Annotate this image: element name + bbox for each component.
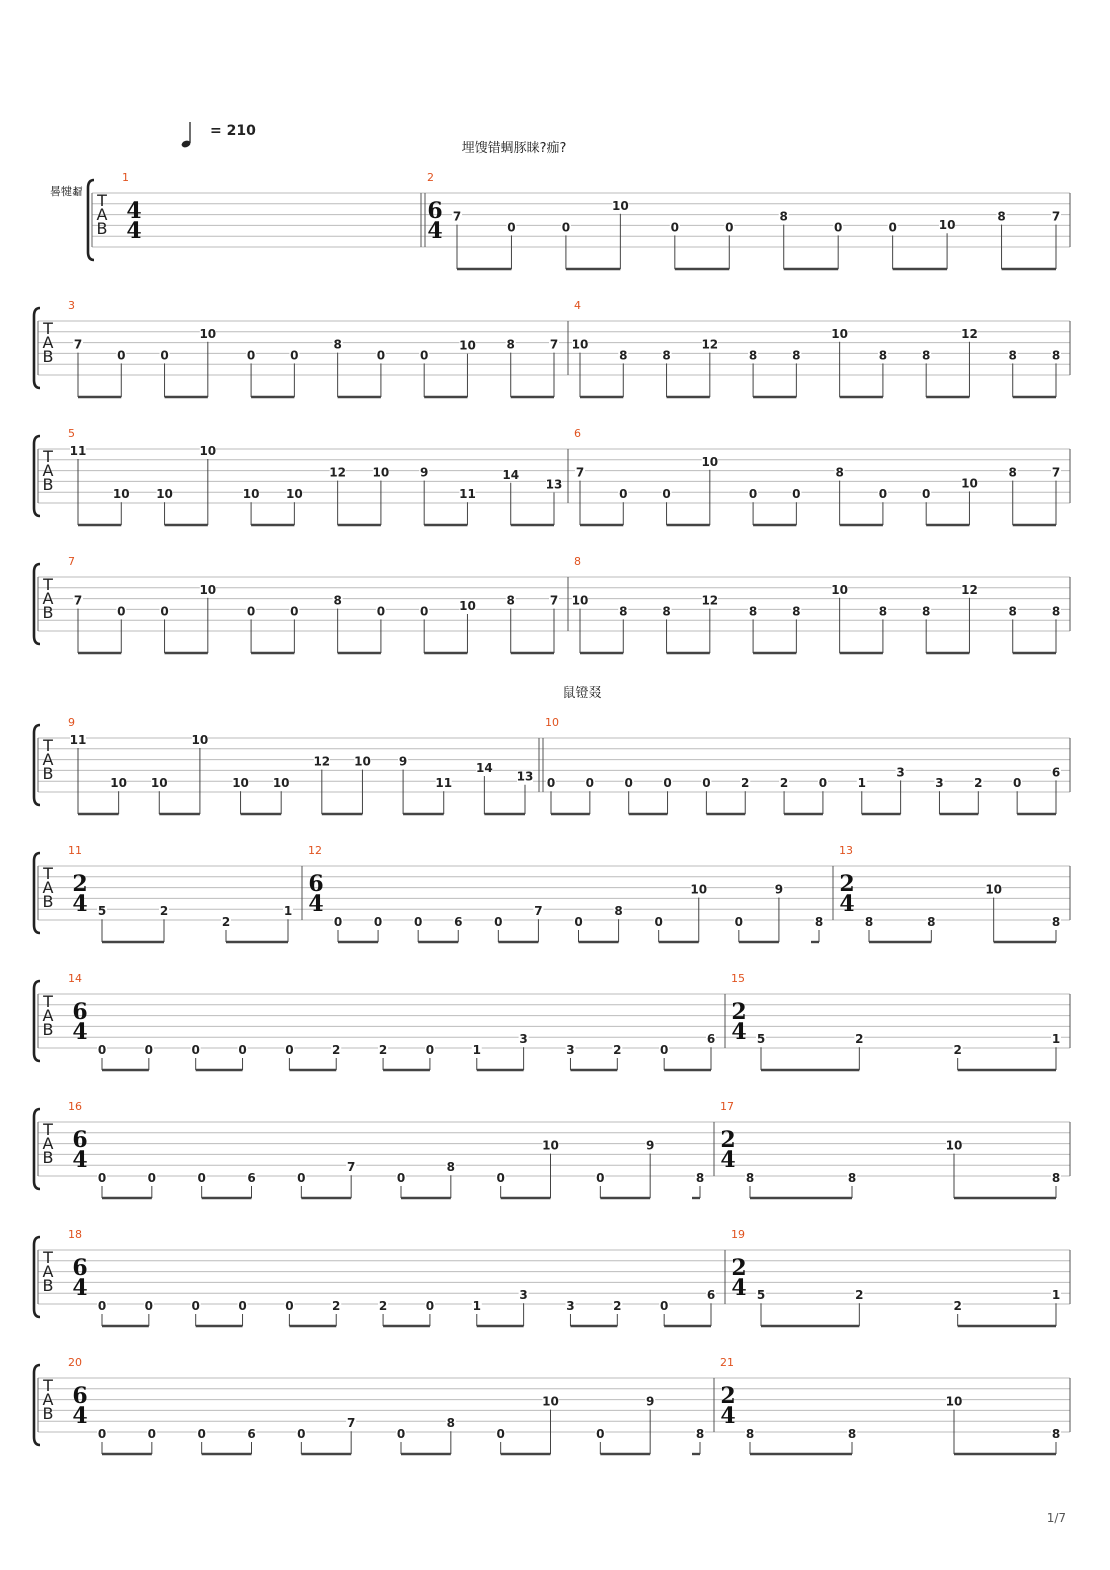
fret-number: 8 (748, 348, 758, 363)
tab-clef-letter: T (43, 1248, 53, 1267)
fret-number: 12 (961, 326, 978, 341)
fret-number: 0 (654, 915, 663, 929)
measure-number: 13 (839, 844, 853, 857)
fret-number: 6 (706, 1288, 716, 1303)
fret-number: 0 (748, 487, 758, 502)
fret-number: 8 (695, 1427, 705, 1441)
fret-number: 0 (1012, 776, 1022, 791)
fret-number: 3 (566, 1043, 575, 1057)
tab-clef-letter: A (96, 205, 108, 224)
fret-number: 0 (290, 348, 299, 363)
fret-number: 0 (596, 1171, 605, 1185)
instrument-name: 晷犍𘓀 (50, 185, 83, 198)
tab-clef-letter: T (43, 447, 53, 466)
fret-number: 8 (1051, 1427, 1061, 1441)
fret-number: 0 (147, 1427, 157, 1441)
time-signature-bottom: 4 (731, 1019, 747, 1045)
fret-number: 0 (191, 1299, 200, 1313)
fret-number: 8 (662, 604, 671, 619)
system-bracket (88, 180, 94, 260)
fret-number: 8 (619, 348, 628, 363)
fret-number: 7 (549, 593, 559, 608)
fret-number: 14 (502, 467, 520, 482)
fret-number: 8 (745, 1171, 755, 1185)
fret-number: 8 (506, 593, 515, 608)
fret-number: 0 (659, 1043, 669, 1057)
fret-number: 0 (396, 1171, 406, 1185)
fret-number: 0 (238, 1299, 247, 1313)
fret-number: 10 (199, 326, 217, 341)
fret-number: 0 (97, 1043, 107, 1057)
time-signature-top: 2 (731, 999, 747, 1025)
fret-number: 10 (156, 487, 173, 502)
fret-number: 7 (73, 593, 83, 608)
fret-number: 10 (542, 1138, 559, 1153)
time-signature-bottom: 4 (72, 1019, 88, 1045)
system-bracket (34, 1365, 40, 1445)
fret-number: 8 (333, 593, 342, 608)
measure-number: 4 (574, 299, 581, 312)
fret-number: 9 (645, 1138, 655, 1153)
fret-number: 10 (286, 487, 303, 502)
tab-clef-letter: B (42, 1404, 54, 1423)
tab-clef-letter: T (43, 992, 53, 1011)
fret-number: 10 (110, 776, 127, 791)
fret-number: 2 (159, 904, 169, 919)
fret-number: 0 (561, 220, 571, 235)
measure-number: 9 (68, 716, 75, 729)
time-signature-bottom: 4 (72, 1147, 88, 1173)
tab-clef-letter: B (42, 1276, 54, 1295)
fret-number: 3 (935, 776, 944, 791)
fret-number: 13 (545, 477, 563, 492)
fret-number: 10 (542, 1394, 559, 1409)
fret-number: 0 (238, 1043, 247, 1057)
fret-number: 6 (247, 1171, 256, 1185)
fret-number: 2 (855, 1288, 864, 1303)
fret-number: 0 (725, 220, 734, 235)
time-signature-top: 2 (731, 1255, 747, 1281)
fret-number: 2 (613, 1043, 622, 1057)
fret-number: 8 (847, 1171, 857, 1185)
time-signature-top: 6 (427, 198, 443, 224)
measure-number: 2 (427, 171, 434, 184)
fret-number: 10 (701, 454, 719, 469)
measure-number: 16 (68, 1100, 82, 1113)
tab-clef-letter: A (42, 878, 54, 897)
fret-number: 0 (496, 1427, 505, 1441)
fret-number: 2 (953, 1299, 962, 1313)
fret-number: 10 (242, 487, 260, 502)
fret-number: 8 (814, 915, 824, 929)
fret-number: 0 (662, 487, 671, 502)
fret-number: 0 (290, 604, 299, 619)
fret-number: 8 (333, 337, 342, 352)
fret-number: 10 (985, 882, 1003, 897)
fret-number: 9 (420, 465, 429, 480)
fret-number: 0 (546, 776, 556, 791)
measure-number: 14 (68, 972, 82, 985)
fret-number: 6 (1051, 765, 1061, 780)
fret-number: 1 (1051, 1288, 1061, 1303)
fret-number: 10 (945, 1394, 963, 1409)
fret-number: 11 (69, 444, 87, 458)
fret-number: 10 (938, 218, 956, 233)
fret-number: 8 (779, 209, 788, 224)
tab-clef-letter: A (42, 1262, 54, 1281)
fret-number: 8 (1008, 604, 1017, 619)
measure-number: 6 (574, 427, 581, 440)
fret-number: 8 (695, 1171, 705, 1185)
fret-number: 0 (97, 1171, 107, 1185)
fret-number: 12 (313, 754, 331, 769)
fret-number: 7 (549, 337, 559, 352)
fret-number: 0 (413, 915, 423, 929)
fret-number: 1 (472, 1043, 481, 1057)
measure-number: 1 (122, 171, 129, 184)
fret-number: 5 (756, 1032, 766, 1047)
fret-number: 8 (1008, 465, 1017, 480)
fret-number: 6 (454, 915, 463, 929)
fret-number: 0 (818, 776, 828, 791)
fret-number: 8 (619, 604, 628, 619)
fret-number: 8 (1008, 348, 1017, 363)
measure-number: 19 (731, 1228, 745, 1241)
fret-number: 8 (922, 604, 931, 619)
time-signature-bottom: 4 (126, 218, 142, 244)
fret-number: 8 (745, 1427, 755, 1441)
fret-number: 0 (574, 915, 583, 929)
fret-number: 0 (496, 1171, 505, 1185)
fret-number: 10 (690, 882, 708, 897)
tab-clef-letter: T (43, 864, 53, 883)
fret-number: 10 (571, 337, 589, 352)
fret-number: 2 (332, 1299, 341, 1313)
system-bracket (34, 1109, 40, 1189)
fret-number: 10 (232, 776, 249, 791)
tab-clef-letter: B (42, 475, 54, 494)
fret-number: 8 (1051, 348, 1061, 363)
fret-number: 1 (1051, 1032, 1061, 1047)
tab-clef-letter: T (43, 1120, 53, 1139)
measure-number: 3 (68, 299, 75, 312)
fret-number: 11 (459, 487, 476, 502)
fret-number: 7 (452, 209, 462, 224)
tab-clef-letter: A (42, 1390, 54, 1409)
measure-number: 21 (720, 1356, 734, 1369)
fret-number: 5 (97, 904, 107, 919)
time-signature-bottom: 4 (72, 1275, 88, 1301)
fret-number: 8 (922, 348, 931, 363)
fret-number: 0 (160, 348, 169, 363)
fret-number: 10 (571, 593, 589, 608)
fret-number: 0 (702, 776, 711, 791)
system-bracket (34, 308, 40, 388)
tab-clef-letter: A (42, 750, 54, 769)
fret-number: 2 (613, 1299, 622, 1313)
fret-number: 10 (831, 326, 848, 341)
fret-number: 0 (197, 1427, 206, 1441)
tab-clef-letter: T (43, 1376, 53, 1395)
fret-number: 2 (378, 1299, 388, 1313)
system-bracket (34, 981, 40, 1061)
fret-number: 0 (792, 487, 801, 502)
fret-number: 10 (199, 582, 217, 597)
fret-number: 8 (792, 604, 801, 619)
tab-clef-letter: A (42, 333, 54, 352)
fret-number: 9 (398, 754, 408, 769)
fret-number: 1 (472, 1299, 481, 1313)
fret-number: 10 (459, 599, 476, 613)
fret-number: 0 (420, 348, 429, 363)
fret-number: 7 (1051, 465, 1061, 480)
fret-number: 0 (659, 1299, 669, 1313)
fret-number: 10 (831, 582, 848, 597)
time-signature-top: 2 (839, 871, 855, 897)
measure-number: 11 (68, 844, 82, 857)
fret-number: 2 (332, 1043, 341, 1057)
fret-number: 0 (585, 776, 595, 791)
time-signature-bottom: 4 (308, 891, 324, 917)
fret-number: 5 (756, 1288, 766, 1303)
fret-number: 12 (961, 582, 978, 597)
fret-number: 0 (144, 1299, 154, 1313)
tab-clef-letter: B (42, 603, 54, 622)
tab-clef-letter: B (42, 892, 54, 911)
system-bracket (34, 853, 40, 933)
time-signature-bottom: 4 (72, 891, 88, 917)
system-bracket (34, 725, 40, 805)
tab-clef-letter: A (42, 589, 54, 608)
measure-number: 18 (68, 1228, 82, 1241)
fret-number: 12 (701, 337, 719, 352)
fret-number: 8 (878, 348, 888, 363)
tab-clef-letter: A (42, 461, 54, 480)
fret-number: 10 (112, 487, 130, 502)
fret-number: 0 (147, 1171, 157, 1185)
fret-number: 0 (376, 348, 386, 363)
fret-number: 8 (792, 348, 801, 363)
tab-clef-letter: B (42, 347, 54, 366)
system-bracket (34, 1237, 40, 1317)
fret-number: 8 (662, 348, 671, 363)
fret-number: 8 (835, 465, 844, 480)
fret-number: 12 (329, 465, 346, 480)
time-signature-bottom: 4 (72, 1403, 88, 1429)
fret-number: 0 (285, 1299, 294, 1313)
fret-number: 0 (117, 348, 126, 363)
fret-number: 10 (272, 776, 290, 791)
fret-number: 0 (144, 1043, 154, 1057)
fret-number: 9 (645, 1394, 655, 1409)
fret-number: 0 (97, 1427, 107, 1441)
measure-number: 7 (68, 555, 75, 568)
fret-number: 13 (516, 769, 534, 784)
time-signature-top: 6 (72, 1127, 88, 1153)
fret-number: 3 (896, 765, 905, 780)
tab-clef-letter: B (96, 219, 108, 238)
fret-number: 0 (922, 487, 931, 502)
fret-number: 0 (507, 220, 516, 235)
time-signature-top: 2 (72, 871, 88, 897)
system-bracket (34, 564, 40, 644)
measure-number: 12 (308, 844, 322, 857)
section-label: 鼠镫叕 (562, 686, 602, 701)
fret-number: 8 (878, 604, 888, 619)
fret-number: 2 (378, 1043, 388, 1057)
fret-number: 0 (663, 776, 672, 791)
fret-number: 12 (701, 593, 719, 608)
tab-clef-letter: B (42, 764, 54, 783)
fret-number: 8 (927, 915, 936, 929)
fret-number: 0 (425, 1299, 435, 1313)
fret-number: 0 (191, 1043, 200, 1057)
measure-number: 15 (731, 972, 745, 985)
fret-number: 10 (459, 338, 476, 353)
tab-clef-letter: T (43, 736, 53, 755)
time-signature-top: 4 (126, 198, 142, 224)
fret-number: 3 (519, 1288, 528, 1303)
fret-number: 2 (779, 776, 789, 791)
tab-clef-letter: A (42, 1134, 54, 1153)
fret-number: 8 (1051, 604, 1061, 619)
fret-number: 0 (376, 604, 386, 619)
fret-number: 8 (446, 1160, 456, 1175)
fret-number: 0 (297, 1171, 306, 1185)
fret-number: 0 (878, 487, 888, 502)
fret-number: 8 (864, 915, 874, 929)
fret-number: 0 (624, 776, 633, 791)
tab-clef-letter: B (42, 1148, 54, 1167)
tab-clef-letter: T (97, 191, 107, 210)
fret-number: 3 (566, 1299, 575, 1313)
fret-number: 0 (297, 1427, 306, 1441)
fret-number: 6 (706, 1032, 716, 1047)
fret-number: 0 (396, 1427, 406, 1441)
time-signature-top: 6 (72, 1383, 88, 1409)
fret-number: 10 (612, 198, 629, 213)
fret-number: 1 (283, 904, 293, 919)
fret-number: 2 (741, 776, 750, 791)
time-signature-bottom: 4 (731, 1275, 747, 1301)
fret-number: 7 (575, 465, 585, 480)
fret-number: 10 (945, 1138, 963, 1153)
fret-number: 2 (221, 915, 231, 929)
time-signature-top: 6 (72, 1255, 88, 1281)
fret-number: 8 (446, 1416, 456, 1431)
tempo-marking: = 210 (210, 123, 256, 139)
fret-number: 7 (534, 904, 543, 919)
fret-number: 8 (847, 1427, 857, 1441)
time-signature-bottom: 4 (839, 891, 855, 917)
time-signature-bottom: 4 (720, 1403, 736, 1429)
fret-number: 8 (614, 904, 623, 919)
fret-number: 8 (506, 337, 515, 352)
fret-number: 11 (435, 776, 453, 791)
fret-number: 0 (285, 1043, 294, 1057)
fret-number: 14 (476, 761, 493, 776)
fret-number: 0 (246, 604, 256, 619)
fret-number: 0 (888, 220, 897, 235)
fret-number: 10 (961, 476, 978, 491)
fret-number: 11 (69, 733, 87, 747)
tab-clef-letter: A (42, 1006, 54, 1025)
fret-number: 0 (333, 915, 343, 929)
fret-number: 0 (425, 1043, 435, 1057)
fret-number: 2 (953, 1043, 962, 1057)
time-signature-bottom: 4 (720, 1147, 736, 1173)
fret-number: 7 (346, 1160, 356, 1175)
fret-number: 8 (748, 604, 758, 619)
fret-number: 0 (373, 915, 383, 929)
time-signature-top: 6 (72, 999, 88, 1025)
fret-number: 7 (1051, 209, 1061, 224)
measure-number: 10 (545, 716, 559, 729)
fret-number: 8 (1051, 915, 1061, 929)
measure-number: 8 (574, 555, 581, 568)
fret-number: 10 (372, 465, 390, 480)
section-label: 埋馊错蜩豚睐?痂? (461, 141, 567, 156)
fret-number: 1 (857, 776, 866, 791)
fret-number: 10 (191, 733, 209, 747)
fret-number: 0 (619, 487, 628, 502)
fret-number: 10 (199, 444, 217, 458)
time-signature-top: 6 (308, 871, 324, 897)
fret-number: 9 (774, 882, 784, 897)
time-signature-bottom: 4 (427, 218, 443, 244)
fret-number: 0 (734, 915, 744, 929)
fret-number: 7 (73, 337, 83, 352)
fret-number: 8 (997, 209, 1006, 224)
fret-number: 0 (420, 604, 429, 619)
fret-number: 0 (97, 1299, 107, 1313)
time-signature-top: 2 (720, 1127, 736, 1153)
page-number: 1/7 (1046, 1511, 1066, 1525)
tab-clef-letter: T (43, 575, 53, 594)
fret-number: 2 (974, 776, 983, 791)
measure-number: 5 (68, 427, 75, 440)
tab-clef-letter: B (42, 1020, 54, 1039)
fret-number: 0 (834, 220, 843, 235)
fret-number: 10 (354, 754, 371, 769)
tab-clef-letter: T (43, 319, 53, 338)
fret-number: 0 (596, 1427, 605, 1441)
fret-number: 0 (246, 348, 256, 363)
time-signature-top: 2 (720, 1383, 736, 1409)
fret-number: 8 (1051, 1171, 1061, 1185)
fret-number: 0 (670, 220, 679, 235)
fret-number: 10 (150, 776, 168, 791)
measure-number: 20 (68, 1356, 82, 1369)
fret-number: 0 (117, 604, 126, 619)
fret-number: 3 (519, 1032, 528, 1047)
fret-number: 6 (247, 1427, 256, 1441)
fret-number: 7 (346, 1416, 356, 1431)
measure-number: 17 (720, 1100, 734, 1113)
fret-number: 2 (855, 1032, 864, 1047)
fret-number: 0 (160, 604, 169, 619)
system-bracket (34, 436, 40, 516)
fret-number: 0 (494, 915, 503, 929)
fret-number: 0 (197, 1171, 206, 1185)
